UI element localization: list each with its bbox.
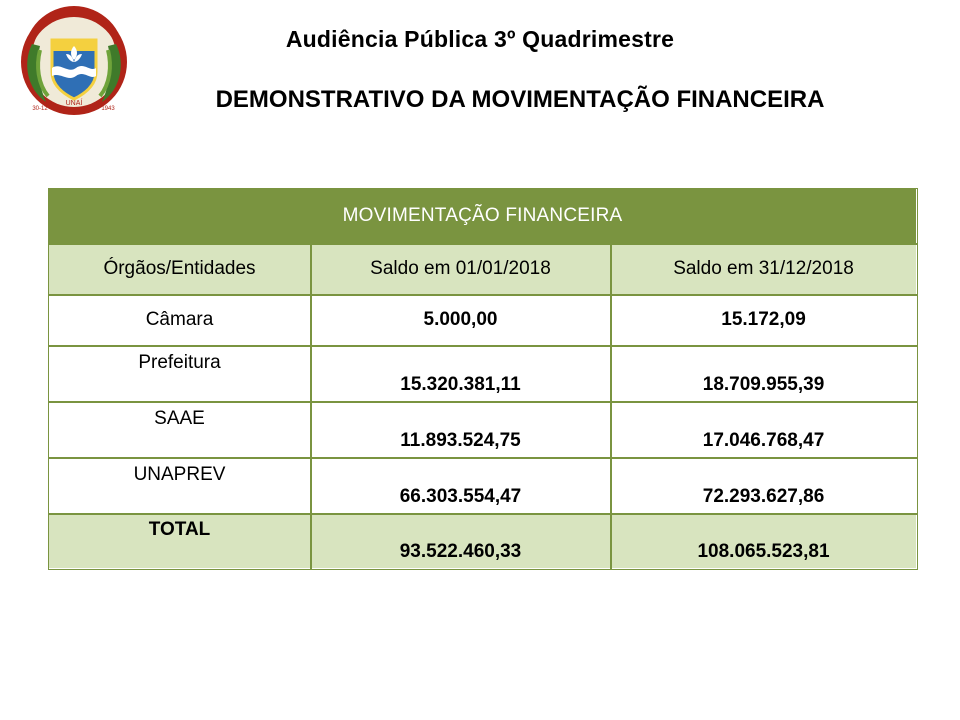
table-row [49, 346, 917, 402]
cell-opening-balance: 15.320.381,11 [311, 346, 611, 402]
column-header-entity: Órgãos/Entidades [49, 244, 311, 295]
table-total-row [49, 514, 917, 569]
table-title-row [49, 189, 917, 244]
svg-text:★★★★★★: ★★★★★★ [55, 23, 93, 30]
svg-text:UNAÍ: UNAÍ [65, 100, 83, 107]
table-title: MOVIMENTAÇÃO FINANCEIRA [49, 189, 917, 244]
cell-opening-balance: 5.000,00 [311, 295, 611, 346]
svg-text:1943: 1943 [101, 106, 115, 112]
cell-entity: UNAPREV [49, 458, 311, 514]
table-row [49, 402, 917, 458]
cell-total-opening-balance: 93.522.460,33 [311, 514, 611, 569]
cell-total-closing-balance: 108.065.523,81 [611, 514, 917, 569]
cell-closing-balance: 17.046.768,47 [611, 402, 917, 458]
cell-opening-balance: 66.303.554,47 [311, 458, 611, 514]
column-header-closing-balance: Saldo em 31/12/2018 [611, 244, 917, 295]
cell-closing-balance: 15.172,09 [611, 295, 917, 346]
financial-movement-table [48, 188, 916, 569]
page-title: Audiência Pública 3º Quadrimestre [285, 26, 675, 52]
svg-text:30-12: 30-12 [32, 106, 48, 112]
slide-header [0, 0, 960, 140]
page-subtitle: DEMONSTRATIVO DA MOVIMENTAÇÃO FINANCEIRA [215, 86, 825, 113]
table-header-row [49, 244, 917, 295]
cell-entity: SAAE [49, 402, 311, 458]
table-row [49, 295, 917, 346]
cell-total-label: TOTAL [49, 514, 311, 569]
table-row [49, 458, 917, 514]
column-header-opening-balance: Saldo em 01/01/2018 [311, 244, 611, 295]
cell-closing-balance: 72.293.627,86 [611, 458, 917, 514]
cell-entity: Câmara [49, 295, 311, 346]
cell-opening-balance: 11.893.524,75 [311, 402, 611, 458]
cell-closing-balance: 18.709.955,39 [611, 346, 917, 402]
cell-entity: Prefeitura [49, 346, 311, 402]
